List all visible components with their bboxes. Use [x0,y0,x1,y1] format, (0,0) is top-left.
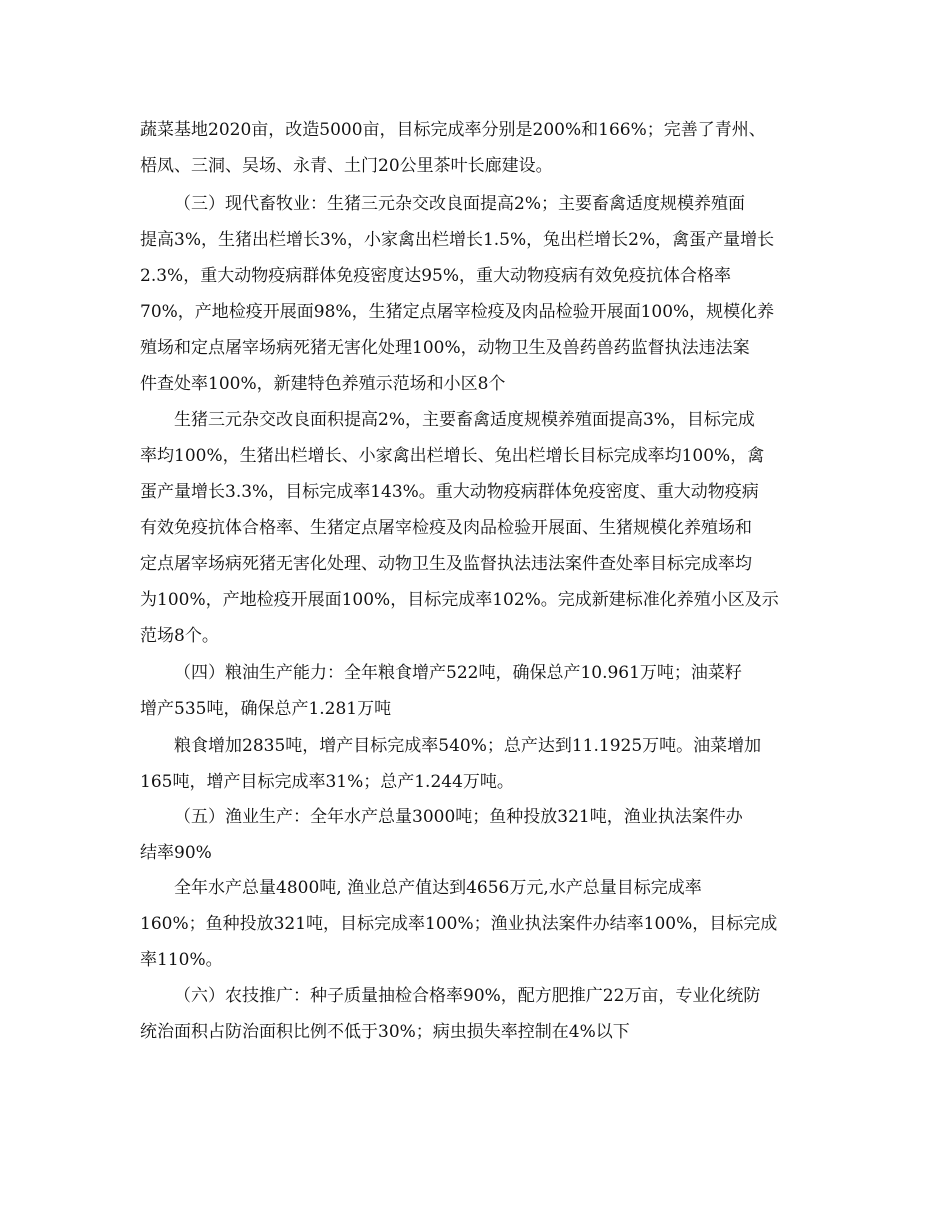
text-line: 提高3%，生猪出栏增长3%，小家禽出栏增长1.5%，兔出栏增长2%，禽蛋产量增长 [140,230,775,250]
text-line: 率均100%，生猪出栏增长、小家禽出栏增长、兔出栏增长目标完成率均100%，禽 [140,446,765,466]
text-line: 为100%，产地检疫开展面100%，目标完成率102%。完成新建标准化养殖小区及示 [140,590,779,610]
text-line: 粮食增加2835吨，增产目标完成率540%；总产达到11.1925万吨。油菜增加 [174,736,762,756]
text-line: 165吨，增产目标完成率31%；总产1.244万吨。 [140,772,514,792]
text-line: 统治面积占防治面积比例不低于30%；病虫损失率控制在4%以下 [140,1022,630,1042]
text-line: （六）农技推广：种子质量抽检合格率90%，配方肥推广22万亩，专业化统防 [174,986,761,1006]
text-line: 有效免疫抗体合格率、生猪定点屠宰检疫及肉品检验开展面、生猪规模化养殖场和 [140,518,752,538]
text-line: 范场8个。 [140,626,219,646]
paragraph-vegetable-base [140,112,820,184]
text-line: 梧凤、三洞、吴场、永青、土门20公里茶叶长廊建设。 [140,156,553,176]
text-line: 件查处率100%，新建特色养殖示范场和小区8个 [140,374,506,394]
paragraph-fishery-result [140,870,820,978]
paragraph-agri-tech-target [140,978,820,1050]
text-line: 2.3%，重大动物疫病群体免疫密度达95%，重大动物疫病有效免疫抗体合格率 [140,266,731,286]
text-line: 结率90% [140,843,212,863]
paragraph-fishery-target [140,799,820,871]
paragraph-animal-husbandry-target [140,186,820,402]
text-line: 定点屠宰场病死猪无害化处理、动物卫生及监督执法违法案件查处率目标完成率均 [140,554,752,574]
paragraph-grain-oil-result [140,728,820,800]
paragraph-animal-husbandry-result [140,402,820,654]
text-line: 生猪三元杂交改良面积提高2%，主要畜禽适度规模养殖面提高3%，目标完成 [174,410,755,430]
text-line: 殖场和定点屠宰场病死猪无害化处理100%，动物卫生及兽药兽药监督执法违法案 [140,338,750,358]
text-line: （四）粮油生产能力：全年粮食增产522吨，确保总产10.961万吨；油菜籽 [174,663,742,683]
text-line: （五）渔业生产：全年水产总量3000吨；鱼种投放321吨，渔业执法案件办 [174,807,743,827]
text-line: 率110%。 [140,950,223,970]
text-line: 70%，产地检疫开展面98%，生猪定点屠宰检疫及肉品检验开展面100%，规模化养 [140,302,775,322]
text-line: 160%；鱼种投放321吨，目标完成率100%；渔业执法案件办结率100%，目标完成 [140,914,778,934]
text-line: 蛋产量增长3.3%，目标完成率143%。重大动物疫病群体免疫密度、重大动物疫病 [140,482,759,502]
text-line: （三）现代畜牧业：生猪三元杂交改良面提高2%；主要畜禽适度规模养殖面 [174,194,745,214]
text-line: 蔬菜基地2020亩，改造5000亩，目标完成率分别是200%和166%；完善了青州、 [140,120,766,140]
text-line: 全年水产总量4800吨, 渔业总产值达到4656万元,水产总量目标完成率 [174,878,702,898]
paragraph-grain-oil-target [140,655,820,727]
text-line: 增产535吨，确保总产1.281万吨 [140,699,392,719]
